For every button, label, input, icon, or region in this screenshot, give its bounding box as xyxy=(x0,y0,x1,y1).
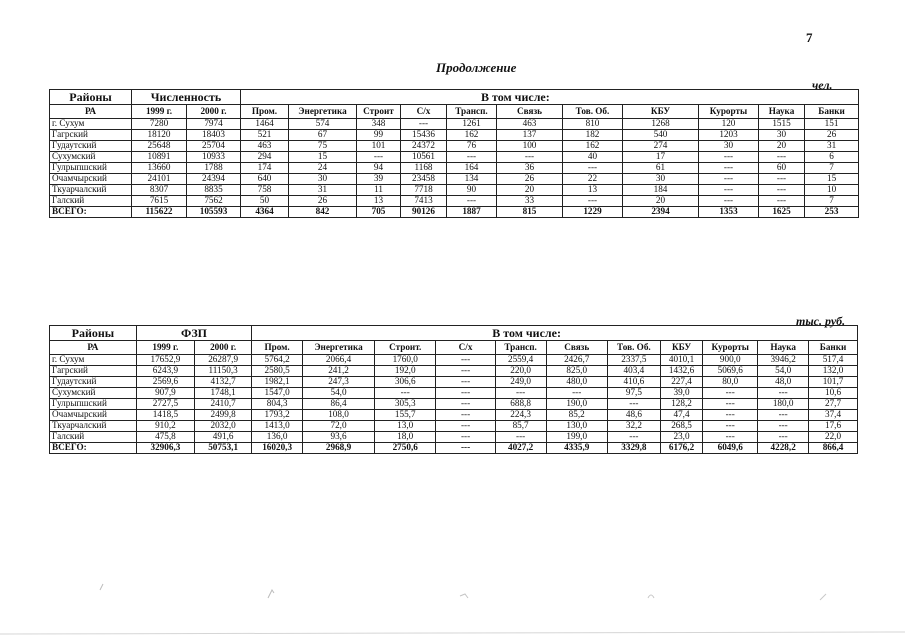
table-cell: 1168 xyxy=(401,163,447,174)
table-cell: 540 xyxy=(623,130,699,141)
table-cell: 97,5 xyxy=(607,388,660,399)
table-cell: --- xyxy=(436,432,495,443)
table-cell: 247,3 xyxy=(303,377,375,388)
table-cell: 15 xyxy=(289,152,357,163)
table-cell: 410,6 xyxy=(607,377,660,388)
table-cell: 574 xyxy=(289,119,357,130)
table-cell: Гулрыпшский xyxy=(50,163,132,174)
table-cell: 120 xyxy=(699,119,759,130)
table-cell: 130,0 xyxy=(546,421,607,432)
table-cell: 1261 xyxy=(447,119,497,130)
table-cell: Гагрский xyxy=(50,366,137,377)
table-cell: 815 xyxy=(497,207,563,218)
table-cell: 294 xyxy=(241,152,289,163)
table-cell: 61 xyxy=(623,163,699,174)
table-cell: 688,8 xyxy=(495,399,546,410)
table-cell: Пром. xyxy=(252,341,303,355)
table-cell: 26 xyxy=(289,196,357,207)
table-cell: 10,6 xyxy=(809,388,858,399)
table-cell: 491,6 xyxy=(195,432,252,443)
table-cell: 6 xyxy=(805,152,859,163)
table-cell: 11150,3 xyxy=(195,366,252,377)
table-cell: Тов. Об. xyxy=(607,341,660,355)
table-cell: 3946,2 xyxy=(758,355,809,366)
table-cell: 30 xyxy=(759,130,805,141)
table-cell: 348 xyxy=(357,119,401,130)
table-cell: 22,0 xyxy=(809,432,858,443)
table-cell: 25648 xyxy=(132,141,187,152)
table-cell: --- xyxy=(436,366,495,377)
table-cell: 184 xyxy=(623,185,699,196)
table-cell: 2426,7 xyxy=(546,355,607,366)
table-cell: Энергетика xyxy=(303,341,375,355)
table-cell: 30 xyxy=(699,141,759,152)
table-cell: 1625 xyxy=(759,207,805,218)
table-cell: 2569,6 xyxy=(136,377,194,388)
table-cell: 60 xyxy=(759,163,805,174)
table-cell: --- xyxy=(699,152,759,163)
table-cell: 39,0 xyxy=(660,388,702,399)
table-cell: 18120 xyxy=(132,130,187,141)
table-cell: 7280 xyxy=(132,119,187,130)
table-cell: 10 xyxy=(805,185,859,196)
table-cell: --- xyxy=(759,196,805,207)
table-cell: --- xyxy=(497,152,563,163)
table-cell: 306,6 xyxy=(375,377,436,388)
table-cell: 4228,2 xyxy=(758,443,809,454)
table-cell: 5764,2 xyxy=(252,355,303,366)
table-cell: 11 xyxy=(357,185,401,196)
table-cell: Очамчырский xyxy=(50,410,137,421)
table-cell: 182 xyxy=(563,130,623,141)
table-cell: --- xyxy=(759,185,805,196)
table-cell: Строит. xyxy=(375,341,436,355)
continuation-heading: Продолжение xyxy=(436,60,517,75)
table-cell: 2394 xyxy=(623,207,699,218)
table-cell: 17,6 xyxy=(809,421,858,432)
table-cell: 7 xyxy=(805,163,859,174)
table-cell: 900,0 xyxy=(703,355,758,366)
table-cell: Сухумский xyxy=(50,388,137,399)
table-cell: 5069,6 xyxy=(703,366,758,377)
table-cell: Трансп. xyxy=(447,105,497,119)
table-cell: Пром. xyxy=(241,105,289,119)
table-cell: КБУ xyxy=(660,341,702,355)
table-cell: 1229 xyxy=(563,207,623,218)
table-cell: 463 xyxy=(497,119,563,130)
table-cell: ВСЕГО: xyxy=(50,207,132,218)
table-cell: РА xyxy=(50,341,137,355)
table-cell: 6176,2 xyxy=(660,443,702,454)
table-cell: --- xyxy=(758,410,809,421)
table-cell: 866,4 xyxy=(809,443,858,454)
table-cell: Гулрыпшский xyxy=(50,399,137,410)
table-cell: --- xyxy=(699,185,759,196)
table-cell: 475,8 xyxy=(136,432,194,443)
table-cell: 31 xyxy=(289,185,357,196)
table-cell: 30 xyxy=(623,174,699,185)
table-cell: 804,3 xyxy=(252,399,303,410)
table-cell: 640 xyxy=(241,174,289,185)
table-cell: --- xyxy=(495,432,546,443)
table-cell: --- xyxy=(758,432,809,443)
table-cell: 2727,5 xyxy=(136,399,194,410)
table-cell: --- xyxy=(546,388,607,399)
table-cell: 190,0 xyxy=(546,399,607,410)
unit-label-people: чел. xyxy=(812,78,833,92)
table-cell: 1203 xyxy=(699,130,759,141)
table-cell: 220,0 xyxy=(495,366,546,377)
table-cell: 758 xyxy=(241,185,289,196)
table-cell: 227,4 xyxy=(660,377,702,388)
table-cell: 18403 xyxy=(187,130,241,141)
table-cell: 155,7 xyxy=(375,410,436,421)
table-cell: 8307 xyxy=(132,185,187,196)
table-cell: Галский xyxy=(50,432,137,443)
table-cell: 1887 xyxy=(447,207,497,218)
table-cell: 7413 xyxy=(401,196,447,207)
table-cell: 67 xyxy=(289,130,357,141)
table-cell: 7974 xyxy=(187,119,241,130)
table-cell: 101,7 xyxy=(809,377,858,388)
table-cell: Связь xyxy=(546,341,607,355)
table-cell: 50 xyxy=(241,196,289,207)
table-cell: 521 xyxy=(241,130,289,141)
table-cell: 108,0 xyxy=(303,410,375,421)
table-cell: --- xyxy=(401,119,447,130)
table-cell: 8835 xyxy=(187,185,241,196)
table-cell: 24372 xyxy=(401,141,447,152)
table-cell: 1268 xyxy=(623,119,699,130)
table-cell: Гагрский xyxy=(50,130,132,141)
table-cell: 2000 г. xyxy=(187,105,241,119)
table-cell: 85,2 xyxy=(546,410,607,421)
table-cell: --- xyxy=(436,421,495,432)
table-cell: 86,4 xyxy=(303,399,375,410)
table-cell: 13660 xyxy=(132,163,187,174)
table-cell: --- xyxy=(563,163,623,174)
table-cell: 48,6 xyxy=(607,410,660,421)
table-cell: Очамчырский xyxy=(50,174,132,185)
table-cell: 50753,1 xyxy=(195,443,252,454)
table-cell: 4027,2 xyxy=(495,443,546,454)
table-cell: 85,7 xyxy=(495,421,546,432)
table-cell: 162 xyxy=(447,130,497,141)
table-cell: 31 xyxy=(805,141,859,152)
table-cell: 1793,2 xyxy=(252,410,303,421)
table-cell: 20 xyxy=(623,196,699,207)
table-cell: 2968,9 xyxy=(303,443,375,454)
table-cell: --- xyxy=(607,399,660,410)
table-cell: 23,0 xyxy=(660,432,702,443)
table-cell: 93,6 xyxy=(303,432,375,443)
table-cell: 10933 xyxy=(187,152,241,163)
table-cell: 101 xyxy=(357,141,401,152)
table-cell: 7615 xyxy=(132,196,187,207)
table-cell: 907,9 xyxy=(136,388,194,399)
table-cell: 910,2 xyxy=(136,421,194,432)
table-cell: 6243,9 xyxy=(136,366,194,377)
table-cell: 1760,0 xyxy=(375,355,436,366)
table-cell: 2032,0 xyxy=(195,421,252,432)
table-cell: С/х xyxy=(436,341,495,355)
table-cell: 1982,1 xyxy=(252,377,303,388)
table-cell: Связь xyxy=(497,105,563,119)
table-cell: 274 xyxy=(623,141,699,152)
table-cell: Ткуарчалский xyxy=(50,421,137,432)
table-cell: 26 xyxy=(805,130,859,141)
table-cell: --- xyxy=(703,421,758,432)
table-cell: --- xyxy=(436,377,495,388)
table-cell: 1999 г. xyxy=(132,105,187,119)
table-cell: 7718 xyxy=(401,185,447,196)
table-cell: --- xyxy=(447,196,497,207)
table-cell: --- xyxy=(699,196,759,207)
table-cell: 24394 xyxy=(187,174,241,185)
table-cell: 26 xyxy=(497,174,563,185)
table-cell: 33 xyxy=(497,196,563,207)
table-cell: --- xyxy=(758,388,809,399)
table-cell: Галский xyxy=(50,196,132,207)
table-cell: 134 xyxy=(447,174,497,185)
table-cell: 268,5 xyxy=(660,421,702,432)
table-cell: 1418,5 xyxy=(136,410,194,421)
table-cell: --- xyxy=(703,410,758,421)
table-cell: С/х xyxy=(401,105,447,119)
table-cell: 32906,3 xyxy=(136,443,194,454)
table-cell: ФЗП xyxy=(136,326,251,341)
table-cell: 90 xyxy=(447,185,497,196)
table-cell: 151 xyxy=(805,119,859,130)
table-cell: г. Сухум xyxy=(50,119,132,130)
table-cell: Районы xyxy=(50,326,137,341)
table-cell: 2499,8 xyxy=(195,410,252,421)
table-cell: 32,2 xyxy=(607,421,660,432)
table-cell: --- xyxy=(495,388,546,399)
table-cell: --- xyxy=(436,388,495,399)
table-cell: 705 xyxy=(357,207,401,218)
table-cell: --- xyxy=(375,388,436,399)
table-cell: --- xyxy=(759,152,805,163)
table-cell: 517,4 xyxy=(809,355,858,366)
table-cell: 13 xyxy=(357,196,401,207)
table-cell: 2337,5 xyxy=(607,355,660,366)
table-cell: --- xyxy=(436,410,495,421)
table-cell: 36 xyxy=(497,163,563,174)
table-cell: 1788 xyxy=(187,163,241,174)
table-cell: Ткуарчалский xyxy=(50,185,132,196)
table-cell: 305,3 xyxy=(375,399,436,410)
table-cell: 30 xyxy=(289,174,357,185)
table-cell: --- xyxy=(759,174,805,185)
table-cell: --- xyxy=(758,421,809,432)
table-cell: 249,0 xyxy=(495,377,546,388)
table-cell: 72,0 xyxy=(303,421,375,432)
table-cell: 99 xyxy=(357,130,401,141)
table-cell: 40 xyxy=(563,152,623,163)
unit-label-rubles: тыс. руб. xyxy=(796,314,846,328)
table-cell: Трансп. xyxy=(495,341,546,355)
table-cell: Наука xyxy=(759,105,805,119)
table-cell: Банки xyxy=(805,105,859,119)
table-cell: 76 xyxy=(447,141,497,152)
table-cell: 15436 xyxy=(401,130,447,141)
table-cell: --- xyxy=(703,432,758,443)
table-cell: 2580,5 xyxy=(252,366,303,377)
table-cell: --- xyxy=(436,399,495,410)
table-cell: 20 xyxy=(759,141,805,152)
table-cell: Банки xyxy=(809,341,858,355)
table-cell: г. Сухум xyxy=(50,355,137,366)
table-cell: 199,0 xyxy=(546,432,607,443)
table-cell: 47,4 xyxy=(660,410,702,421)
table-cell: 162 xyxy=(563,141,623,152)
table-cell: 80,0 xyxy=(703,377,758,388)
table-cell: 192,0 xyxy=(375,366,436,377)
table-cell: 54,0 xyxy=(303,388,375,399)
table-cell: 100 xyxy=(497,141,563,152)
table-cell: 137 xyxy=(497,130,563,141)
table-cell: В том числе: xyxy=(252,326,858,341)
table-cell: КБУ xyxy=(623,105,699,119)
table-cell: 174 xyxy=(241,163,289,174)
table-cell: 20 xyxy=(497,185,563,196)
table-cell: 7 xyxy=(805,196,859,207)
table-cell: 6049,6 xyxy=(703,443,758,454)
table-cell: 463 xyxy=(241,141,289,152)
table-cell: 2410,7 xyxy=(195,399,252,410)
table-cell: 48,0 xyxy=(758,377,809,388)
table-cell: 403,4 xyxy=(607,366,660,377)
table-cell: 253 xyxy=(805,207,859,218)
table-cell: --- xyxy=(436,355,495,366)
table-cell: 94 xyxy=(357,163,401,174)
table-cell: 75 xyxy=(289,141,357,152)
table-cell: Строит xyxy=(357,105,401,119)
table-cell: 2750,6 xyxy=(375,443,436,454)
table-cell: 1413,0 xyxy=(252,421,303,432)
table-cell: Численность xyxy=(132,90,241,105)
table-cell: --- xyxy=(703,388,758,399)
table-cell: 1353 xyxy=(699,207,759,218)
table-cell: 1432,6 xyxy=(660,366,702,377)
table-cell: Сухумский xyxy=(50,152,132,163)
table-cell: 480,0 xyxy=(546,377,607,388)
table-cell: 1515 xyxy=(759,119,805,130)
table-cell: 115622 xyxy=(132,207,187,218)
table-cell: 2066,4 xyxy=(303,355,375,366)
table-cell: --- xyxy=(447,152,497,163)
table-cell: --- xyxy=(699,174,759,185)
table-cell: 3329,8 xyxy=(607,443,660,454)
table-cell: 1547,0 xyxy=(252,388,303,399)
table-cell: 24 xyxy=(289,163,357,174)
table-cell: Курорты xyxy=(699,105,759,119)
table-cell: 4364 xyxy=(241,207,289,218)
table-cell: 10891 xyxy=(132,152,187,163)
table-cell: 128,2 xyxy=(660,399,702,410)
table-cell: Гудаутский xyxy=(50,377,137,388)
table-cell: 39 xyxy=(357,174,401,185)
table-cell: 17652,9 xyxy=(136,355,194,366)
table-cell: 15 xyxy=(805,174,859,185)
table-cell: 23458 xyxy=(401,174,447,185)
table-cell: 105593 xyxy=(187,207,241,218)
table-cell: 16020,3 xyxy=(252,443,303,454)
table-cell: 241,2 xyxy=(303,366,375,377)
table-cell: 825,0 xyxy=(546,366,607,377)
table-cell: 810 xyxy=(563,119,623,130)
table-cell: 132,0 xyxy=(809,366,858,377)
table-cell: 37,4 xyxy=(809,410,858,421)
table-cell: 1999 г. xyxy=(136,341,194,355)
table-cell: Наука xyxy=(758,341,809,355)
table-cell: 4335,9 xyxy=(546,443,607,454)
table-cell: 224,3 xyxy=(495,410,546,421)
table-cell: --- xyxy=(436,443,495,454)
table-cell: 26287,9 xyxy=(195,355,252,366)
table-cell: 90126 xyxy=(401,207,447,218)
table-cell: 2000 г. xyxy=(195,341,252,355)
table-cell: --- xyxy=(563,196,623,207)
table-cell: 842 xyxy=(289,207,357,218)
table-cell: 25704 xyxy=(187,141,241,152)
table-cell: 164 xyxy=(447,163,497,174)
table-cell: 22 xyxy=(563,174,623,185)
table-cell: Районы xyxy=(50,90,132,105)
table-cell: 1464 xyxy=(241,119,289,130)
table-cell: 4010,1 xyxy=(660,355,702,366)
table-cell: 10561 xyxy=(401,152,447,163)
table-cell: 1748,1 xyxy=(195,388,252,399)
table-cell: РА xyxy=(50,105,132,119)
table-cell: --- xyxy=(699,163,759,174)
table-cell: 18,0 xyxy=(375,432,436,443)
table-cell: В том числе: xyxy=(241,90,859,105)
table-cell: 7562 xyxy=(187,196,241,207)
table-cell: Тов. Об. xyxy=(563,105,623,119)
page-number: 7 xyxy=(806,30,813,45)
table-cell: 24101 xyxy=(132,174,187,185)
table-cell: --- xyxy=(703,399,758,410)
table-cell: 17 xyxy=(623,152,699,163)
table-cell: Энергетика xyxy=(289,105,357,119)
table-cell: 180,0 xyxy=(758,399,809,410)
table-cell: 13,0 xyxy=(375,421,436,432)
table-cell: --- xyxy=(357,152,401,163)
table-cell: 54,0 xyxy=(758,366,809,377)
table-cell: Курорты xyxy=(703,341,758,355)
table-cell: 4132,7 xyxy=(195,377,252,388)
table-cell: 13 xyxy=(563,185,623,196)
table-cell: Гудаутский xyxy=(50,141,132,152)
table-cell: 27,7 xyxy=(809,399,858,410)
table-cell: ВСЕГО: xyxy=(50,443,137,454)
table-cell: --- xyxy=(607,432,660,443)
table-cell: 136,0 xyxy=(252,432,303,443)
table-cell: 2559,4 xyxy=(495,355,546,366)
